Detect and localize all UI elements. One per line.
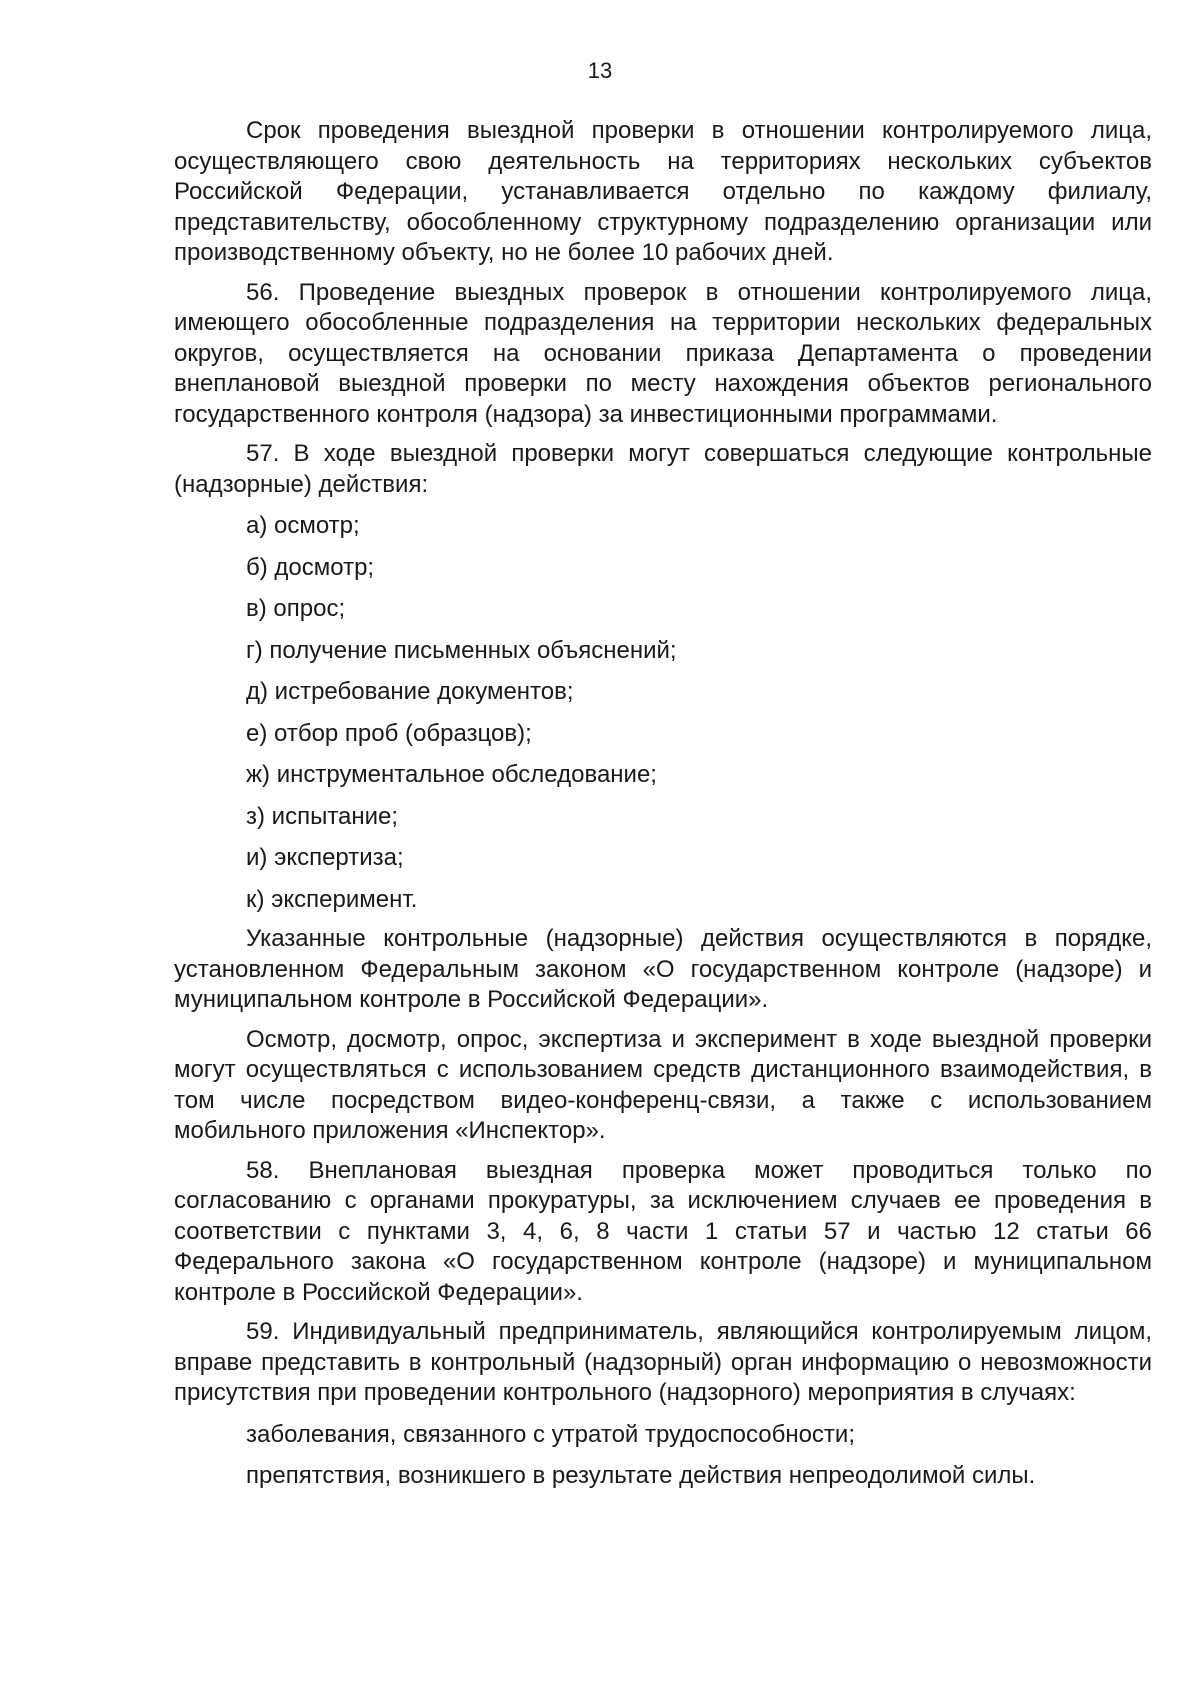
list-item: ж) инструментальное обследование; <box>246 761 657 788</box>
paragraph-58: 58. Внеплановая выездная проверка может проводиться только по согласованию с органами прокуратуры, за исключением случаев ее проведения в соответствии с пунктами 3, 4, 6, 8 части 1 статьи 57 и частью 12 статьи 66 Федерального закона «О государственном контроле (надзоре) и муниципальном контроле в Российской Федерации». <box>174 1156 1152 1306</box>
page-number: 13 <box>587 58 613 83</box>
actions-list <box>174 511 1152 915</box>
paragraph-inspection-term: Срок проведения выездной проверки в отношении контролируемого лица, осуществляющего свою деятельность на территориях нескольких субъектов Российской Федерации, устанавливается отдельно по каждому филиалу, представительству, обособленному структурному подразделению организации или производственному объекту, но не более 10 рабочих дней. <box>174 117 1152 266</box>
list-item: г) получение письменных объяснений; <box>246 636 677 664</box>
list-item: к) эксперимент. <box>246 885 418 913</box>
paragraph-56: 56. Проведение выездных проверок в отношении контролируемого лица, имеющего обособленные подразделения на территории нескольких федеральных округов, осуществляется на основании приказа Департамента о проведении внеплановой выездной проверки по месту нахождения объектов регионального государственного контроля (надзора) за инвестиционными программами. <box>174 278 1152 428</box>
document-body <box>174 116 1152 1492</box>
list-item: и) экспертиза; <box>246 844 404 871</box>
paragraph-indicated-actions: Указанные контрольные (надзорные) действия осуществляются в порядке, установленном Федеральным законом «О государственном контроле (надзоре) и муниципальном контроле в Российской Федерации». <box>174 925 1152 1013</box>
list-item: е) отбор проб (образцов); <box>246 719 532 747</box>
list-item: в) опрос; <box>246 595 346 622</box>
cases-list <box>174 1420 1152 1492</box>
list-item: препятствия, возникшего в результате действия непреодолимой силы. <box>246 1462 1036 1489</box>
paragraph-59: 59. Индивидуальный предприниматель, являющийся контролируемым лицом, вправе представить в контрольный (надзорный) орган информацию о невозможности присутствия при проведении контрольного (надзорного) мероприятия в случаях: <box>174 1318 1152 1406</box>
list-item: заболевания, связанного с утратой трудоспособности; <box>246 1420 855 1448</box>
list-item: д) истребование документов; <box>246 678 574 705</box>
list-item: а) осмотр; <box>246 512 360 539</box>
paragraph-57: 57. В ходе выездной проверки могут совершаться следующие контрольные (надзорные) действия: <box>174 440 1152 498</box>
paragraph-remote-interaction: Осмотр, досмотр, опрос, экспертиза и эксперимент в ходе выездной проверки могут осуществляться с использованием средств дистанционного взаимодействия, в том числе посредством видео-конференц-связи, а также с использованием мобильного приложения «Инспектор». <box>174 1025 1152 1144</box>
list-item: б) досмотр; <box>246 553 375 581</box>
list-item: з) испытание; <box>246 802 399 830</box>
